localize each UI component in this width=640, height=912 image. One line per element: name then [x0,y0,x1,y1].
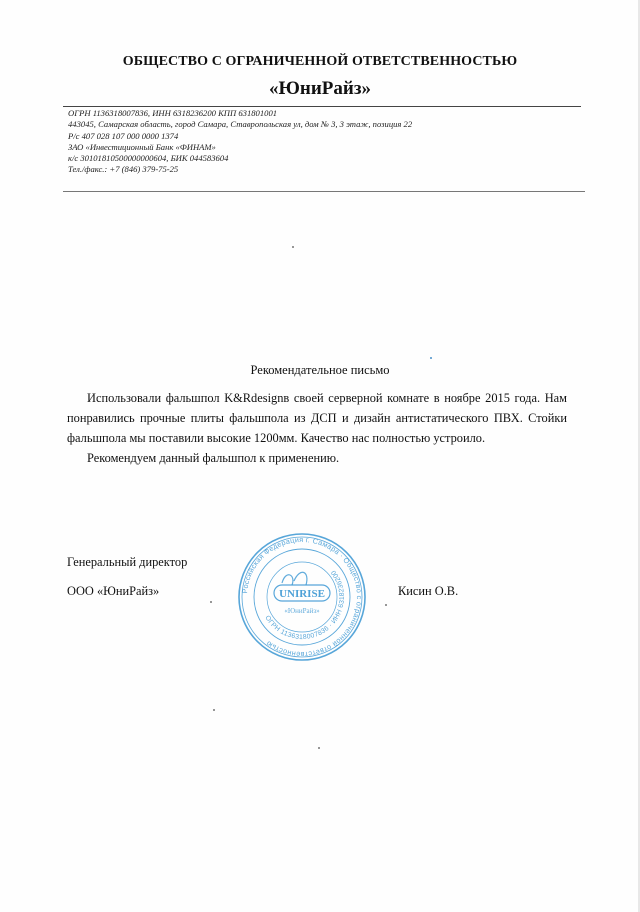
requisite-line-phone: Тел./факс.: +7 (846) 379-75-25 [68,164,179,175]
company-type-heading: ОБЩЕСТВО С ОГРАНИЧЕННОЙ ОТВЕТСТВЕННОСТЬЮ [122,54,518,69]
scan-speck [292,246,294,248]
signer-organization: ООО «ЮниРайз» [67,584,160,598]
header-divider-top [63,106,581,107]
stamp-center-text: «ЮниРайз» [284,607,320,615]
signer-name: Кисин О.В. [398,584,459,598]
requisite-line-address: 443045, Самарская область, город Самара, Ставропольская ул, дом № 3, 3 этаж, позиция 22 [68,119,413,130]
stamp-outer-text: Российская Федерация г. Самара · Общество с ограниченной ответственностью [240,534,365,660]
stamp-registration-text: ОГРН 1136318007836 · ИНН 6318236200 [263,568,347,642]
requisite-line-account: Р/с 407 028 107 000 0000 1374 [68,130,179,141]
stamp-logo [274,572,330,601]
requisite-line-ogrn: ОГРН 1136318007836, ИНН 6318236200 КПП 631801001 [68,108,278,118]
svg-text:UNIRISE: UNIRISE [279,588,325,600]
company-name-heading: «ЮниРайз» [269,78,371,99]
company-requisites [68,108,548,176]
scan-speck [318,747,320,749]
letter-title: Рекомендательное письмо [250,363,390,377]
requisite-line-bank: ЗАО «Инвестиционный Банк «ФИНАМ» [68,141,216,152]
scan-speck [385,604,387,606]
scan-speck [210,601,212,603]
letter-paragraph: Рекомендуем данный фальшпол к применению. [87,451,340,465]
letter-body [67,388,567,468]
letter-paragraph: Использовали фальшпол K&Rdesignв своей серверной комнате в ноябре 2015 года. Нам понравились прочные плиты фальшпола из ДСП и дизайн антистатического ПВХ. Стойки фальшпола мы поставили высокие 1200мм. Качество нас полностью устроило. [67,391,567,445]
signer-position: Генеральный директор [67,555,188,569]
header-divider-bottom [63,191,585,192]
requisite-line-bik: к/с 30101810500000000604, БИК 044583604 [68,153,229,164]
scan-speck [430,357,432,359]
scan-speck [213,709,215,711]
company-seal-stamp [236,531,368,663]
